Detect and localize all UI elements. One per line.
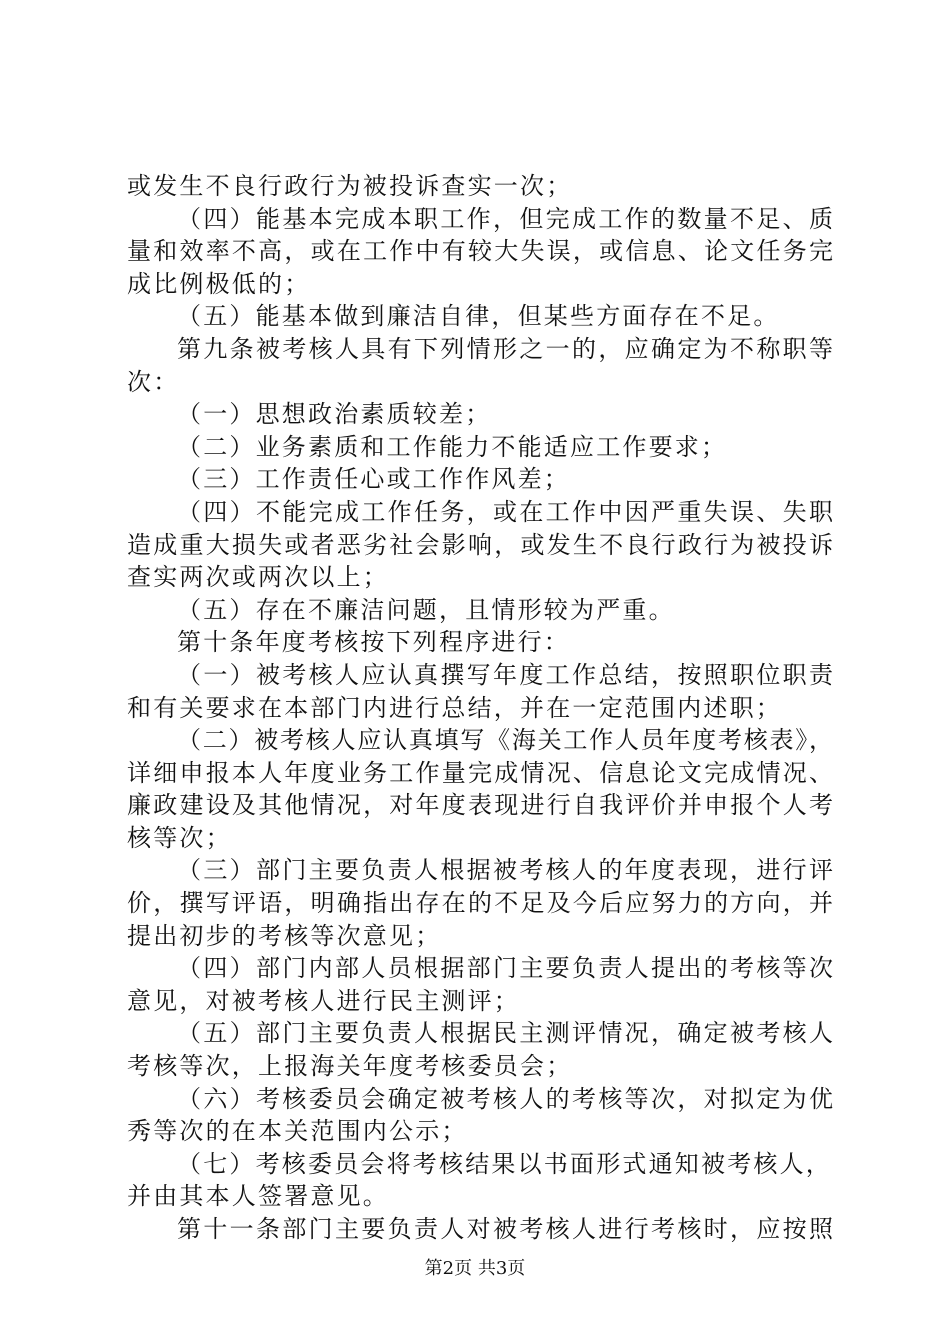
text-line: （四）部门内部人员根据部门主要负责人提出的考核等次: [177, 954, 833, 983]
text-line: （五）能基本做到廉洁自律，但某些方面存在不足。: [177, 302, 780, 331]
text-line: （六）考核委员会确定被考核人的考核等次，对拟定为优: [177, 1084, 833, 1113]
text-line: 次：: [127, 367, 180, 396]
text-line: （一）思想政治素质较差；: [177, 400, 492, 429]
text-line: （二）业务素质和工作能力不能适应工作要求；: [177, 432, 728, 461]
text-line: （一）被考核人应认真撰写年度工作总结，按照职位职责: [177, 660, 833, 689]
text-line: 秀等次的在本关范围内公示；: [127, 1117, 468, 1146]
text-line: 成比例极低的；: [127, 269, 311, 298]
text-line: （二）被考核人应认真填写《海关工作人员年度考核表》，: [177, 726, 833, 755]
text-line: 廉政建设及其他情况，对年度表现进行自我评价并申报个人考: [127, 791, 833, 820]
text-line: 并由其本人签署意见。: [127, 1182, 389, 1211]
text-line: （三）工作责任心或工作作风差；: [177, 465, 570, 494]
text-line: 核等次；: [127, 823, 232, 852]
text-line: （五）存在不廉洁问题，且情形较为严重。: [177, 595, 675, 624]
text-line: 意见，对被考核人进行民主测评；: [127, 986, 520, 1015]
text-line: 第十条年度考核按下列程序进行：: [177, 628, 570, 657]
text-line: 造成重大损失或者恶劣社会影响，或发生不良行政行为被投诉: [127, 530, 833, 559]
text-line: 详细申报本人年度业务工作量完成情况、信息论文完成情况、: [127, 758, 833, 787]
page-number: 第2页 共3页: [424, 1258, 526, 1279]
text-line: 和有关要求在本部门内进行总结，并在一定范围内述职；: [127, 693, 782, 722]
text-line: 或发生不良行政行为被投诉查实一次；: [127, 172, 573, 200]
text-line: 量和效率不高，或在工作中有较大失误，或信息、论文任务完: [127, 237, 833, 266]
text-line: 查实两次或两次以上；: [127, 563, 389, 592]
text-line: （四）能基本完成本职工作，但完成工作的数量不足、质: [177, 204, 833, 233]
text-line: 第十一条部门主要负责人对被考核人进行考核时，应按照: [177, 1215, 833, 1243]
document-body: [127, 170, 833, 1246]
text-line: （七）考核委员会将考核结果以书面形式通知被考核人，: [177, 1149, 832, 1178]
text-line: 价，撰写评语，明确指出存在的不足及今后应努力的方向，并: [127, 889, 833, 918]
text-line: 考核等次，上报海关年度考核委员会；: [127, 1052, 573, 1081]
text-line: 第九条被考核人具有下列情形之一的，应确定为不称职等: [177, 334, 833, 363]
text-line: （四）不能完成工作任务，或在工作中因严重失误、失职: [177, 497, 833, 526]
text-line: （三）部门主要负责人根据被考核人的年度表现，进行评: [177, 856, 833, 885]
text-line: （五）部门主要负责人根据民主测评情况，确定被考核人: [177, 1019, 833, 1048]
text-line: 提出初步的考核等次意见；: [127, 921, 442, 950]
